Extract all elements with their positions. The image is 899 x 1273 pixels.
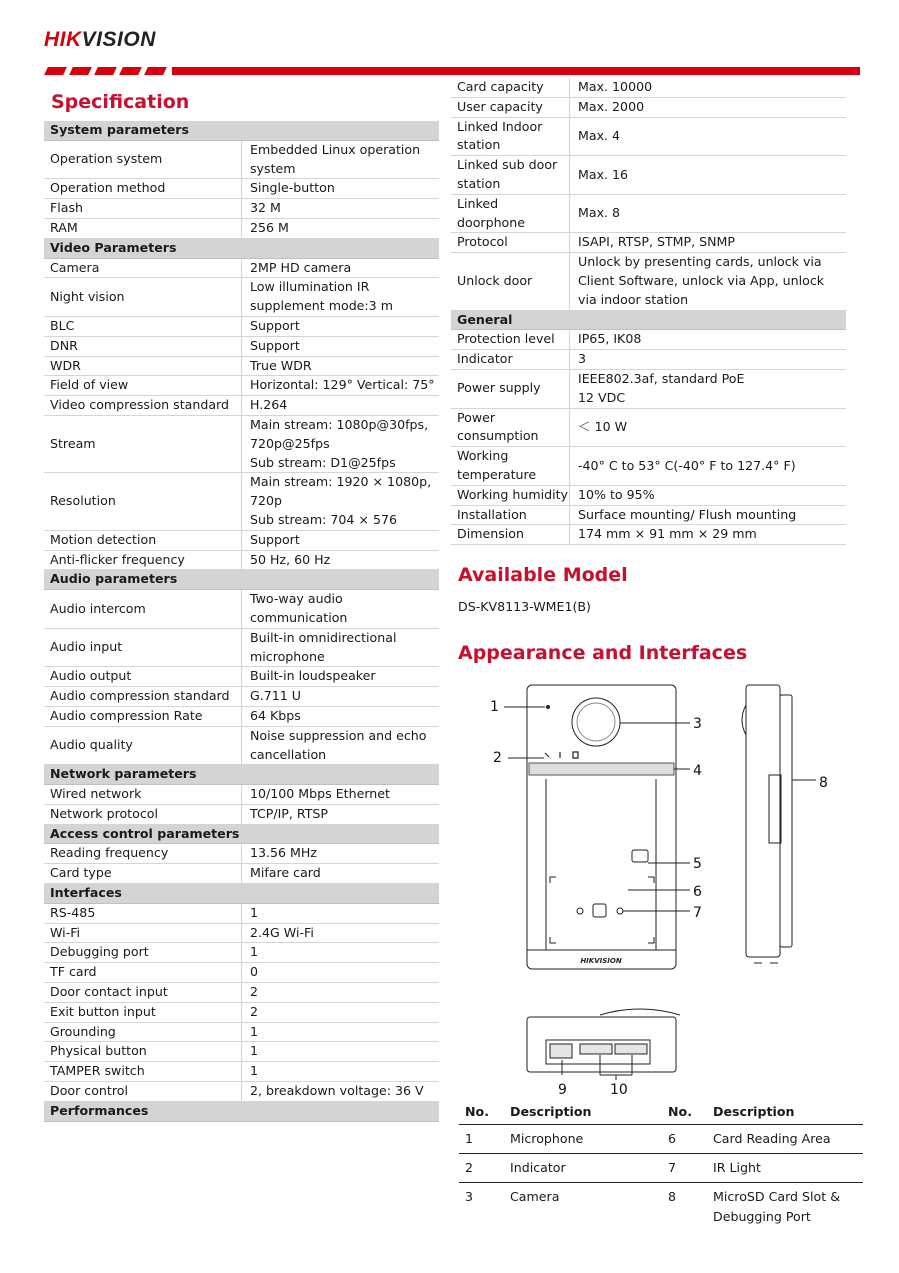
- spec-row: [44, 356, 439, 376]
- spec-value: Main stream: 1920 × 1080p, 720p Sub stream: 704 × 576: [242, 473, 440, 530]
- spec-key: Audio input: [44, 628, 242, 667]
- spec-key: Door contact input: [44, 983, 242, 1003]
- spec-value: 10/100 Mbps Ethernet: [242, 785, 440, 805]
- spec-key: Audio output: [44, 667, 242, 687]
- spec-value: 64 Kbps: [242, 706, 440, 726]
- spec-row: [44, 473, 439, 530]
- spec-value: Surface mounting/ Flush mounting: [570, 505, 847, 525]
- spec-value: 1: [242, 903, 440, 923]
- spec-value: 1: [242, 1062, 440, 1082]
- spec-row: [451, 485, 846, 505]
- spec-value: 13.56 MHz: [242, 844, 440, 864]
- spec-value: Unlock by presenting cards, unlock via Client Software, unlock via App, unlock via indoor station: [570, 253, 847, 310]
- microsd-slot: [769, 775, 781, 843]
- spec-key: Wired network: [44, 785, 242, 805]
- spec-row: [44, 530, 439, 550]
- spec-key: TAMPER switch: [44, 1062, 242, 1082]
- callout-9: 9: [558, 1082, 567, 1098]
- spec-section-row: [44, 121, 439, 140]
- spec-value: 1: [242, 943, 440, 963]
- legend-row: [459, 1125, 863, 1154]
- callout-7: 7: [693, 905, 702, 921]
- spec-row: [451, 253, 846, 310]
- spec-value: 1: [242, 1042, 440, 1062]
- spec-value: True WDR: [242, 356, 440, 376]
- spec-value: Max. 4: [570, 117, 847, 156]
- legend-no: 6: [662, 1125, 707, 1154]
- speaker-grille: [529, 763, 674, 775]
- spec-value: H.264: [242, 396, 440, 416]
- spec-value: Support: [242, 530, 440, 550]
- spec-key: Operation method: [44, 179, 242, 199]
- spec-row: [44, 179, 439, 199]
- terminal-block-1: [580, 1044, 612, 1054]
- model-number: DS-KV8113-WME1(B): [458, 599, 591, 614]
- spec-row: [44, 706, 439, 726]
- spec-row: [44, 726, 439, 765]
- spec-section-title: System parameters: [44, 121, 439, 140]
- legend-no: 1: [459, 1125, 504, 1154]
- legend-description: Card Reading Area: [707, 1125, 863, 1154]
- spec-value: Main stream: 1080p@30fps, 720p@25fps Sub stream: D1@25fps: [242, 415, 440, 472]
- spec-row: [44, 140, 439, 179]
- spec-key: DNR: [44, 336, 242, 356]
- spec-value: Noise suppression and echo cancellation: [242, 726, 440, 765]
- spec-row: [451, 117, 846, 156]
- spec-row: [44, 1002, 439, 1022]
- spec-value: Support: [242, 336, 440, 356]
- legend-description: Indicator: [504, 1154, 662, 1183]
- legend-description: MicroSD Card Slot & Debugging Port: [713, 1189, 841, 1224]
- spec-key: Flash: [44, 199, 242, 219]
- legend-row: [459, 1183, 863, 1232]
- spec-key: Debugging port: [44, 943, 242, 963]
- spec-value: 256 M: [242, 218, 440, 238]
- spec-key: Audio quality: [44, 726, 242, 765]
- spec-key: Installation: [451, 505, 570, 525]
- legend-header-no: No.: [662, 1099, 707, 1125]
- spec-row: [44, 923, 439, 943]
- spec-row: [44, 376, 439, 396]
- spec-value: Mifare card: [242, 864, 440, 884]
- spec-row: [451, 97, 846, 117]
- spec-value: Support: [242, 316, 440, 336]
- spec-row: [451, 525, 846, 545]
- spec-section-title: Network parameters: [44, 765, 439, 785]
- spec-row: [44, 1082, 439, 1102]
- legend-description: Microphone: [504, 1125, 662, 1154]
- spec-value: 1: [242, 1022, 440, 1042]
- spec-row: [451, 408, 846, 447]
- component-legend: [459, 1099, 863, 1231]
- spec-value: 174 mm × 91 mm × 29 mm: [570, 525, 847, 545]
- spec-key: Audio compression Rate: [44, 706, 242, 726]
- spec-value: Built-in omnidirectional microphone: [242, 628, 440, 667]
- callout-1: 1: [490, 699, 499, 715]
- front-view: [527, 685, 676, 969]
- spec-key: Video compression standard: [44, 396, 242, 416]
- spec-value: TCP/IP, RTSP: [242, 804, 440, 824]
- header-bar: [172, 67, 860, 75]
- spec-key: Audio intercom: [44, 590, 242, 629]
- spec-row: [451, 78, 846, 97]
- legend-header-no: No.: [459, 1099, 504, 1125]
- spec-key: Field of view: [44, 376, 242, 396]
- legend-description: Camera: [510, 1189, 560, 1204]
- spec-value: 2: [242, 983, 440, 1003]
- spec-key: Night vision: [44, 278, 242, 317]
- spec-value: ISAPI, RTSP, STMP, SNMP: [570, 233, 847, 253]
- spec-section-row: [451, 310, 846, 330]
- spec-row: [451, 447, 846, 486]
- ethernet-port: [550, 1044, 572, 1058]
- callout-2: 2: [493, 750, 502, 766]
- spec-section-title: Audio parameters: [44, 570, 439, 590]
- spec-section-title: Access control parameters: [44, 824, 439, 844]
- callout-8: 8: [819, 775, 828, 791]
- spec-value: IEEE802.3af, standard PoE 12 VDC: [570, 369, 847, 408]
- spec-row: [44, 1022, 439, 1042]
- terminal-block-2: [615, 1044, 647, 1054]
- spec-key: User capacity: [451, 97, 570, 117]
- spec-row: [44, 844, 439, 864]
- spec-key: RAM: [44, 218, 242, 238]
- brand-logo: HIKVISION: [44, 28, 156, 51]
- spec-row: [44, 415, 439, 472]
- spec-key: Wi-Fi: [44, 923, 242, 943]
- spec-section-title: Interfaces: [44, 884, 439, 904]
- spec-value: Built-in loudspeaker: [242, 667, 440, 687]
- microphone-hole: [547, 706, 550, 709]
- legend-row: [459, 1154, 863, 1183]
- spec-row: [44, 278, 439, 317]
- spec-value: Single-button: [242, 179, 440, 199]
- spec-value: Two-way audio communication: [242, 590, 440, 629]
- spec-value: Low illumination IR supplement mode:3 m: [242, 278, 440, 317]
- legend-no: 7: [662, 1154, 707, 1183]
- side-view: [742, 685, 792, 963]
- spec-key: Exit button input: [44, 1002, 242, 1022]
- legend-header-description: Description: [707, 1099, 863, 1125]
- spec-section-row: [44, 884, 439, 904]
- spec-section-title: General: [451, 310, 846, 330]
- spec-key: Unlock door: [451, 253, 570, 310]
- legend-no: 2: [459, 1154, 504, 1183]
- spec-key: BLC: [44, 316, 242, 336]
- device-illustration: [450, 675, 870, 1100]
- spec-table-left: [44, 121, 439, 1122]
- spec-row: [44, 667, 439, 687]
- spec-row: [44, 804, 439, 824]
- spec-key: Linked sub door station: [451, 156, 570, 195]
- spec-table-right: [451, 78, 846, 545]
- spec-section-title: Performances: [44, 1101, 439, 1121]
- spec-key: Power consumption: [451, 408, 570, 447]
- spec-section-row: [44, 238, 439, 258]
- spec-key: Resolution: [44, 473, 242, 530]
- callout-3: 3: [693, 716, 702, 732]
- spec-row: [44, 1062, 439, 1082]
- callout-4: 4: [693, 763, 702, 779]
- specification-heading: Specification: [51, 91, 190, 113]
- spec-row: [44, 590, 439, 629]
- spec-key: Card capacity: [451, 78, 570, 97]
- callout-6: 6: [693, 884, 702, 900]
- spec-key: Linked doorphone: [451, 194, 570, 233]
- callout-10: 10: [610, 1082, 628, 1098]
- spec-row: [44, 316, 439, 336]
- spec-row: [44, 1042, 439, 1062]
- legend-no: 3: [465, 1189, 474, 1204]
- spec-row: [44, 864, 439, 884]
- spec-section-row: [44, 1101, 439, 1121]
- spec-section-row: [44, 570, 439, 590]
- appearance-heading: Appearance and Interfaces: [458, 642, 748, 664]
- spec-row: [44, 396, 439, 416]
- spec-row: [44, 963, 439, 983]
- spec-key: WDR: [44, 356, 242, 376]
- spec-value: ＜ 10 W: [570, 408, 847, 447]
- spec-row: [44, 687, 439, 707]
- spec-row: [451, 505, 846, 525]
- spec-row: [451, 156, 846, 195]
- spec-section-row: [44, 765, 439, 785]
- spec-key: Stream: [44, 415, 242, 472]
- spec-key: Physical button: [44, 1042, 242, 1062]
- spec-value: 2.4G Wi-Fi: [242, 923, 440, 943]
- spec-key: Card type: [44, 864, 242, 884]
- spec-key: Anti-flicker frequency: [44, 550, 242, 570]
- spec-key: Power supply: [451, 369, 570, 408]
- spec-value: Max. 16: [570, 156, 847, 195]
- spec-key: Network protocol: [44, 804, 242, 824]
- spec-key: Dimension: [451, 525, 570, 545]
- spec-value: 2: [242, 1002, 440, 1022]
- spec-value: Max. 2000: [570, 97, 847, 117]
- spec-value: 3: [570, 350, 847, 370]
- spec-row: [44, 218, 439, 238]
- spec-row: [451, 194, 846, 233]
- spec-row: [44, 258, 439, 278]
- spec-key: Protocol: [451, 233, 570, 253]
- spec-value: 50 Hz, 60 Hz: [242, 550, 440, 570]
- spec-value: G.711 U: [242, 687, 440, 707]
- spec-value: IP65, IK08: [570, 330, 847, 350]
- spec-row: [44, 628, 439, 667]
- spec-row: [44, 550, 439, 570]
- spec-value: Embedded Linux operation system: [242, 140, 440, 179]
- spec-value: 2, breakdown voltage: 36 V: [242, 1082, 440, 1102]
- spec-key: Camera: [44, 258, 242, 278]
- available-model-heading: Available Model: [458, 564, 628, 586]
- spec-key: Linked Indoor station: [451, 117, 570, 156]
- spec-value: Max. 10000: [570, 78, 847, 97]
- spec-section-row: [44, 824, 439, 844]
- spec-key: Protection level: [451, 330, 570, 350]
- spec-row: [44, 903, 439, 923]
- spec-key: Door control: [44, 1082, 242, 1102]
- spec-value: 10% to 95%: [570, 485, 847, 505]
- spec-key: Indicator: [451, 350, 570, 370]
- spec-row: [44, 785, 439, 805]
- spec-row: [451, 233, 846, 253]
- spec-section-title: Video Parameters: [44, 238, 439, 258]
- spec-key: Audio compression standard: [44, 687, 242, 707]
- spec-key: Operation system: [44, 140, 242, 179]
- spec-row: [44, 336, 439, 356]
- spec-row: [451, 350, 846, 370]
- legend-no: 8: [668, 1189, 677, 1204]
- legend-description: IR Light: [707, 1154, 863, 1183]
- spec-row: [44, 199, 439, 219]
- legend-header-description: Description: [504, 1099, 662, 1125]
- spec-row: [451, 369, 846, 408]
- spec-value: Max. 8: [570, 194, 847, 233]
- spec-row: [451, 330, 846, 350]
- spec-key: Working temperature: [451, 447, 570, 486]
- spec-row: [44, 983, 439, 1003]
- callout-5: 5: [693, 856, 702, 872]
- spec-key: RS-485: [44, 903, 242, 923]
- spec-value: 2MP HD camera: [242, 258, 440, 278]
- spec-row: [44, 943, 439, 963]
- spec-key: TF card: [44, 963, 242, 983]
- spec-key: Grounding: [44, 1022, 242, 1042]
- spec-key: Working humidity: [451, 485, 570, 505]
- bottom-view: [527, 1009, 680, 1072]
- spec-value: -40° C to 53° C(-40° F to 127.4° F): [570, 447, 847, 486]
- spec-value: 0: [242, 963, 440, 983]
- device-brand-text: HIKVISION: [580, 957, 622, 965]
- spec-value: 32 M: [242, 199, 440, 219]
- spec-key: Motion detection: [44, 530, 242, 550]
- spec-key: Reading frequency: [44, 844, 242, 864]
- spec-value: Horizontal: 129° Vertical: 75°: [242, 376, 440, 396]
